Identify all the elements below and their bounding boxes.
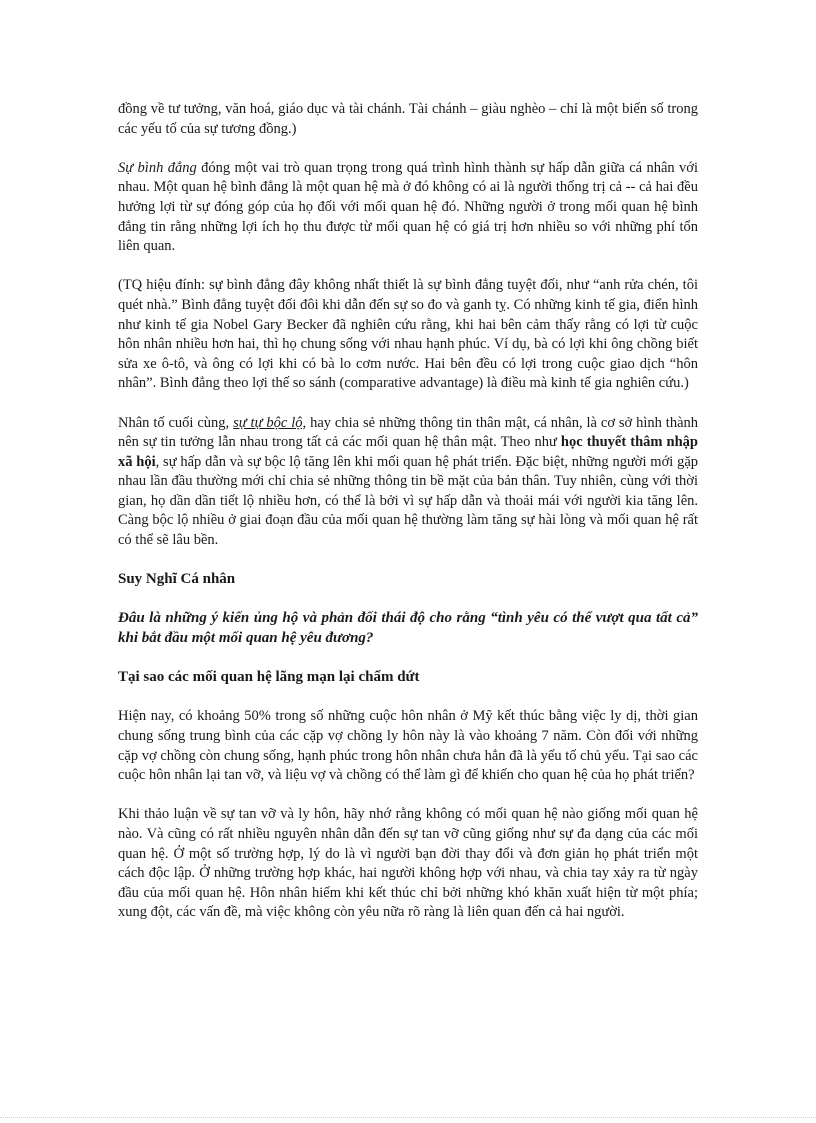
self-disclosure-text-2: , sự hấp dẫn và sự bộc lộ tăng lên khi mối quan hệ phát triển. Đặc biệt, những người mới gặp nhau lần đầu thường mới chỉ chia sẻ những thông tin bề mặt của bản thân. Tuy nhiên, cùng với thời gian, họ dần dần tiết lộ nhiều hơn, có thể là bởi vì sự hấp dẫn và thoải mái với người kia tăng lên. Càng bộc lộ nhiều ở giai đoạn đầu của mối quan hệ thường làm tăng sự hài lòng và mối quan hệ rất có thể sẽ lâu bền. [118, 453, 699, 549]
self-disclosure-intro: Nhân tố cuối cùng, [118, 414, 234, 431]
paragraph-editor-note: (TQ hiệu đính: sự bình đẳng đây không nhất thiết là sự bình đẳng tuyệt đối, như “anh rửa chén, tôi quét nhà.” Bình đẳng tuyệt đối đôi khi dẫn đến sự so đo và ganh tỵ. Có những kinh tế gia, điển hình như kinh tế gia Nobel Gary Becker đã nghiên cứu rằng, khi hai bên cảm thấy rằng có lợi từ cuộc hôn nhân nhiều hơn hai, thì họ chung sống với nhau hạnh phúc. Ví dụ, bà có lợi khi ông chồng biết sửa xe ô-tô, và ông có lợi khi có bà lo cơm nước. Hai bên đều có lợi trong cuộc giao dịch “hôn nhân”. Bình đẳng theo lợi thế so sánh (comparative advantage) là điều mà kinh tế gia nghiên cứu.) [118, 277, 698, 392]
reflection-question: Đâu là những ý kiến ủng hộ và phản đối thái độ cho rằng “tình yêu có thể vượt qua tất cả” khi bắt đầu một mối quan hệ yêu đương? [118, 610, 698, 647]
paragraph-similarity-end: đồng về tư tưởng, văn hoá, giáo dục và tài chánh. Tài chánh – giàu nghèo – chỉ là một biến số trong các yếu tố của sự tương đồng.) [118, 101, 698, 137]
self-disclosure-text-1: hay chia sẻ những thông tin thân mật, cá nhân, là cơ sở hình thành nên sự tin tưởng lẫn nhau trong tất cả các mối quan hệ thân mật. Theo như [118, 414, 699, 451]
heading-personal-reflection: Suy Nghĩ Cá nhân [118, 571, 236, 588]
paragraph-divorce-stats: Hiện nay, có khoảng 50% trong số những cuộc hôn nhân ở Mỹ kết thúc bằng việc ly dị, thời gian chung sống trung bình của các cặp vợ chồng ly hôn này là vào khoảng 7 năm. Còn đối với những cặp vợ chồng còn chung sống, hạnh phúc trong hôn nhân chưa hẳn đã là yếu tố chủ yếu. Tại sao các cuộc hôn nhân lại tan vỡ, và liệu vợ và chồng có thể làm gì để khiến cho quan hệ của họ phát triển? [118, 708, 698, 784]
term-equality: Sự bình đẳng [118, 159, 197, 176]
document-page [118, 100, 698, 943]
term-social-penetration-theory: học thuyết thâm nhập xã hội [118, 434, 698, 470]
paragraph-breakup-causes: Khi thảo luận về sự tan vỡ và ly hôn, hãy nhớ rằng không có mối quan hệ nào giống mối quan hệ nào. Và cũng có rất nhiều nguyên nhân dẫn đến sự tan vỡ cũng giống như sự đa dạng của các mối quan hệ. Ở một số trường hợp, lý do là vì người bạn đời thay đổi và đơn giản họ phát triển một cách độc lập. Ở những trường hợp khác, hai người không hợp với nhau, và chia tay xảy ra từ ngày đầu của mối quan hệ. Hôn nhân hiếm khi kết thúc chỉ bởi những khó khăn xuất hiện từ một phía; xung đột, các vấn đề, mà việc không còn yêu nữa rõ ràng là liên quan đến cả hai người. [118, 806, 698, 921]
paragraph-equality [118, 159, 698, 257]
term-self-disclosure: sự tự bộc lộ, [233, 414, 307, 431]
heading-why-relationships-end: Tại sao các mối quan hệ lãng mạn lại chấm dứt [118, 669, 420, 686]
paragraph-equality-text: đóng một vai trò quan trọng trong quá trình hình thành sự hấp dẫn giữa cá nhân với nhau. Một quan hệ bình đẳng là một quan hệ mà ở đó không có ai là người thống trị cả -- cả hai đều hưởng lợi từ sự đóng góp của họ đối với mối quan hệ đó. Những người ở trong mối quan hệ bình đẳng tin rằng những lợi ích họ thu được từ mối quan hệ có giá trị hơn nhiều so với những phí tổn liên quan. [118, 159, 699, 255]
paragraph-self-disclosure [118, 414, 698, 551]
page-bottom-divider [0, 1117, 816, 1118]
